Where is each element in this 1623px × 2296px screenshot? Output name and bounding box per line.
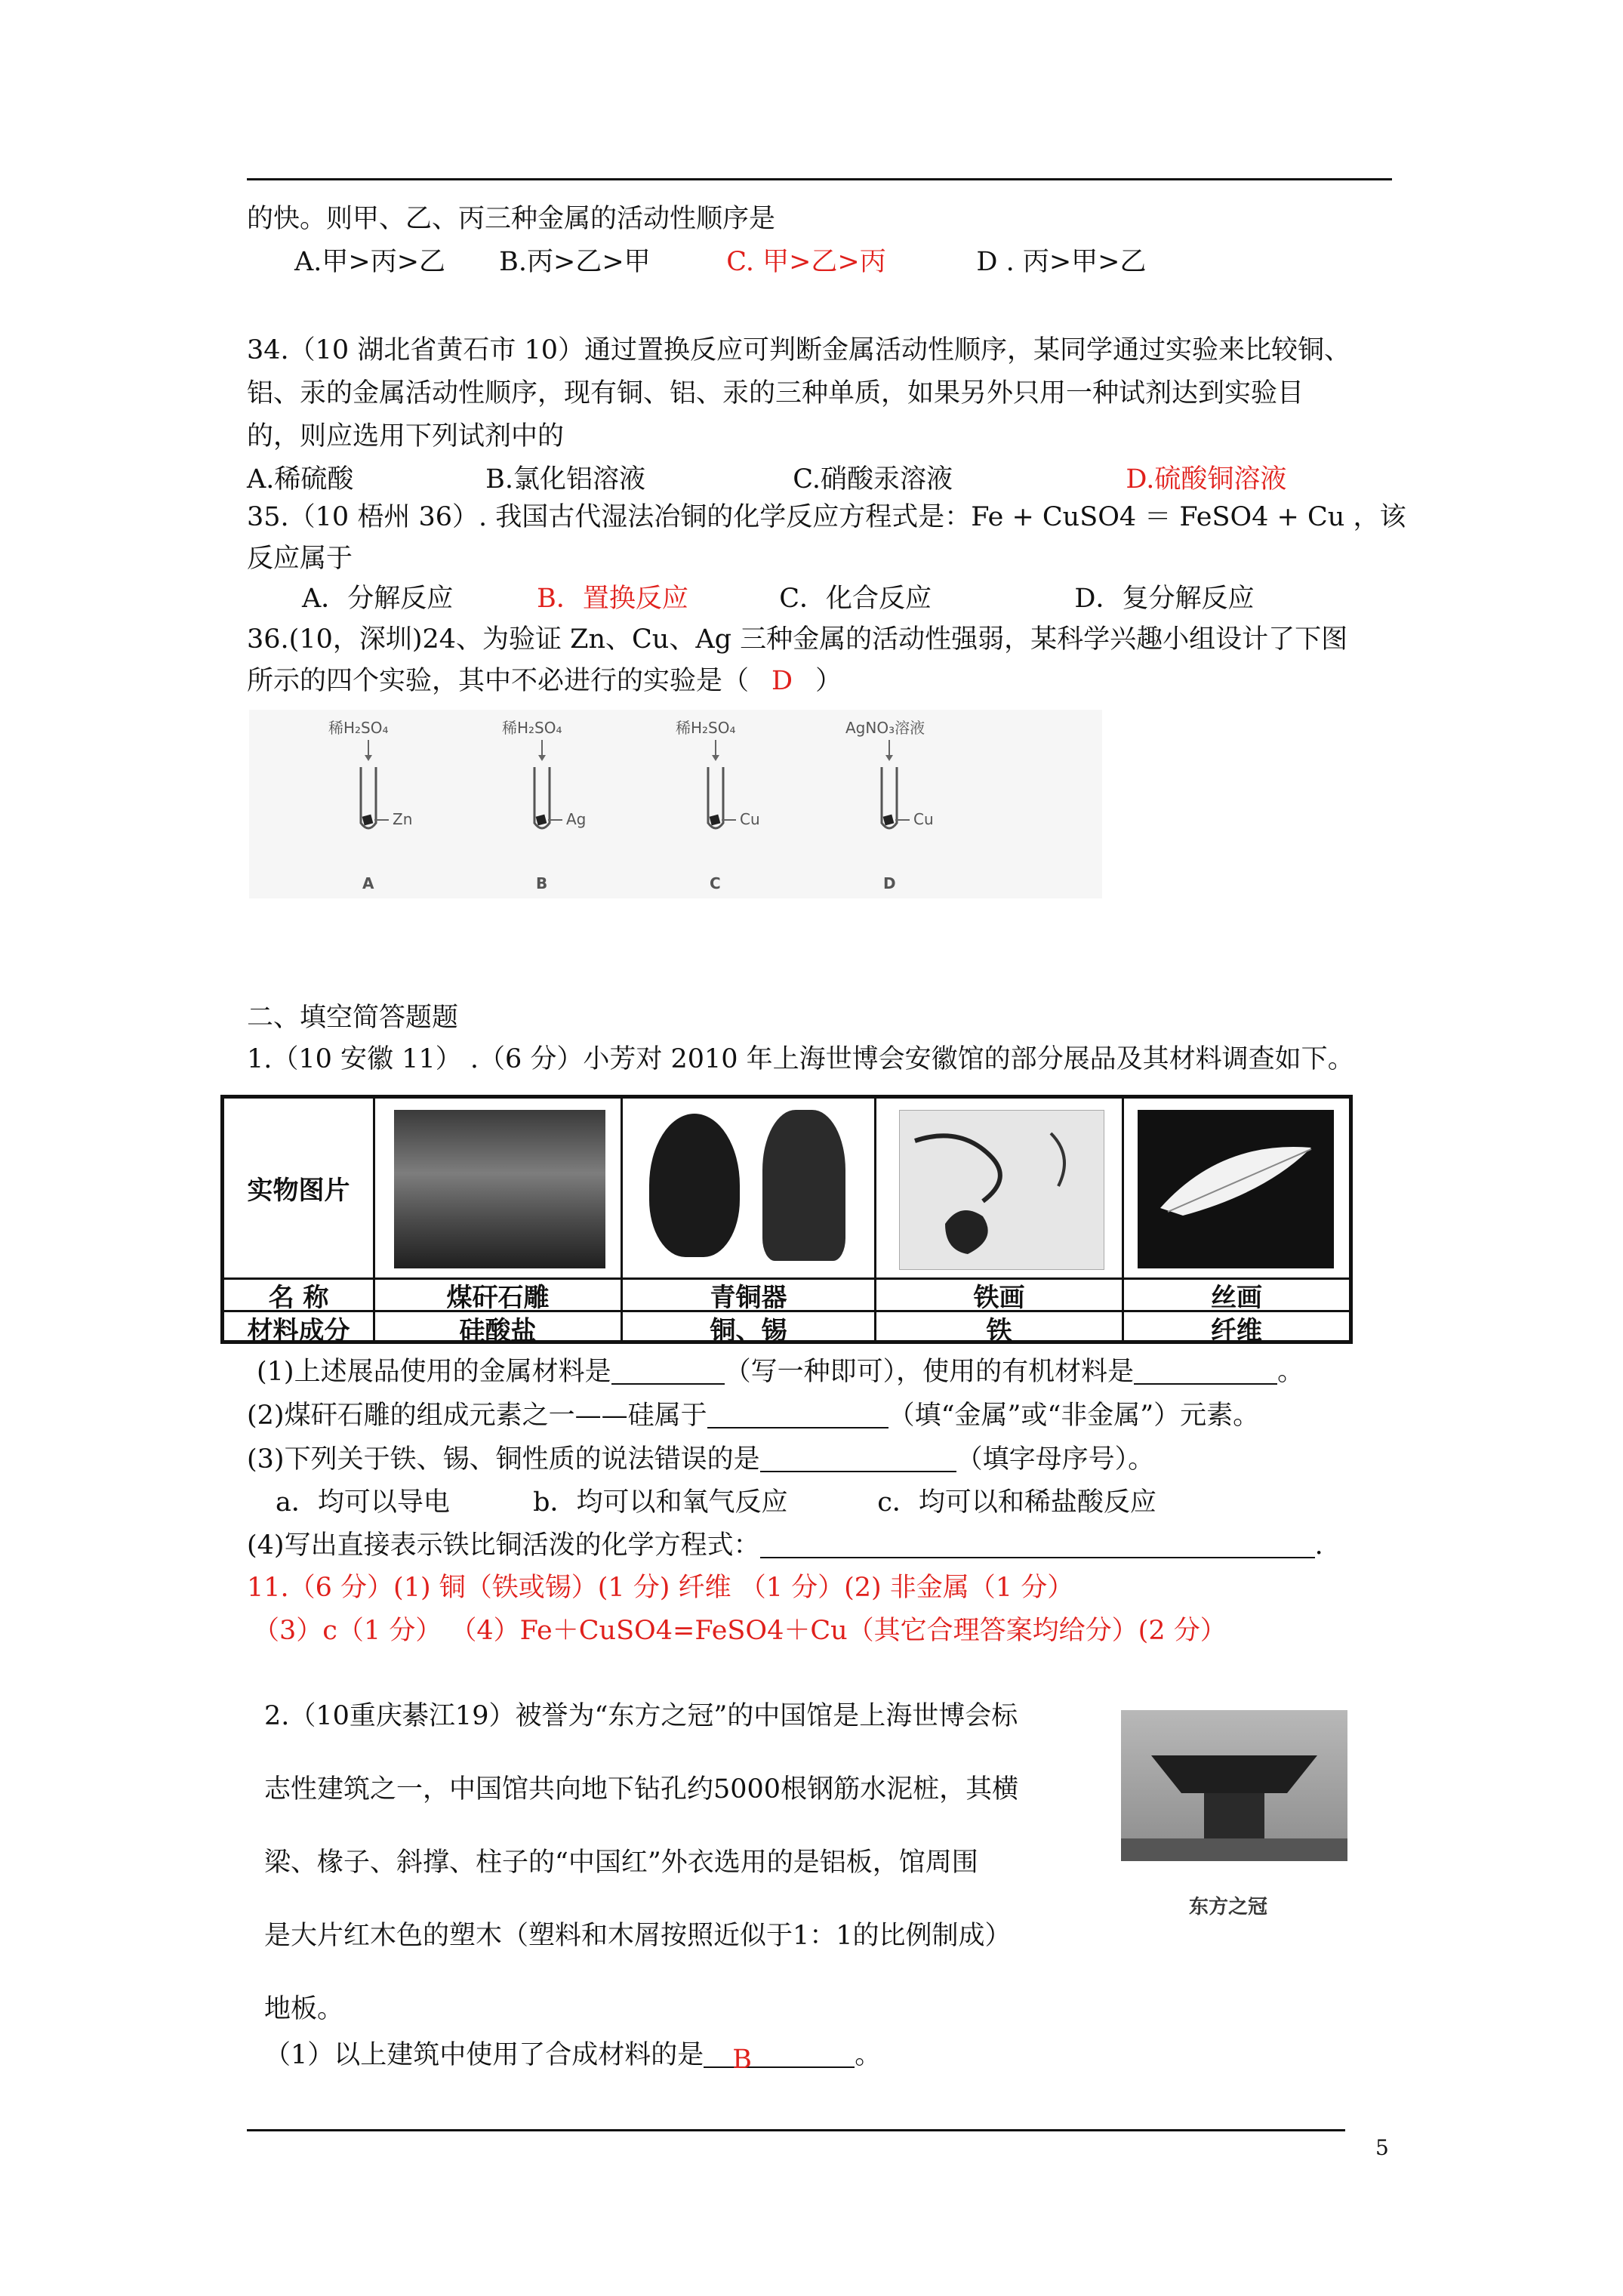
sub3-text-a: (3)下列关于铁、锡、铜性质的说法错误的是 <box>247 1444 760 1475</box>
sub-question-1 <box>257 1353 1304 1391</box>
answer-line-2: （3）c（1 分） （4）Fe＋CuSO4=FeSO4＋Cu（其它合理答案均给分）(2 分） <box>253 1616 1227 1646</box>
rooster-sketch <box>900 1111 1104 1269</box>
sub4-text: (4)写出直接表示铁比铜活泼的化学方程式： <box>247 1530 760 1561</box>
tube-c-label: C <box>710 874 721 892</box>
q36-line1: 36.(10，深圳)24、为验证 Zn、Cu、Ag 三种金属的活动性强弱，某科学兴趣小组设计了下图 <box>247 624 1348 655</box>
tube-d-metal: Cu <box>913 810 934 828</box>
q2-sub1-answer: B <box>732 2045 753 2075</box>
section2-heading: 二、填空简答题题 <box>247 1003 459 1033</box>
q36-answer: D <box>771 666 793 696</box>
sub3-text-b: （填字母序号）。 <box>956 1444 1155 1475</box>
name-cell-3: 铁画 <box>876 1280 1124 1312</box>
q2-line1: 2.（10重庆綦江19）被誉为“东方之冠”的中国馆是上海世博会标 <box>264 1701 1018 1731</box>
page-number: 5 <box>1375 2135 1389 2160</box>
q35-option-d: D．复分解反应 <box>1074 584 1255 614</box>
bronze-vase-image <box>762 1110 845 1261</box>
sub4-end: . <box>1314 1530 1323 1561</box>
sub3-options <box>276 1484 1156 1521</box>
q34-line3: 的，则应选用下列试剂中的 <box>247 421 565 451</box>
q34-option-b: B.氯化铝溶液 <box>485 464 645 495</box>
q35-line2: 反应属于 <box>247 544 353 574</box>
picture-cell-1 <box>375 1099 623 1280</box>
feather-sketch <box>1138 1110 1334 1268</box>
sub1-text-a: (1)上述展品使用的金属材料是 <box>257 1357 611 1387</box>
sub4-blank[interactable] <box>760 1531 1315 1558</box>
sub2-text-b: （填“金属”或“非金属”）元素。 <box>888 1401 1260 1431</box>
header-rule <box>247 178 1392 180</box>
q34-option-c: C.硝酸汞溶液 <box>793 464 953 495</box>
q33-option-d: D . 丙>甲>乙 <box>976 247 1147 277</box>
row-header-picture: 实物图片 <box>224 1099 375 1280</box>
tube-b-label: B <box>536 874 548 892</box>
sub1-text-c: 。 <box>1277 1357 1304 1387</box>
sub3-option-b: b．均可以和氧气反应 <box>533 1487 788 1518</box>
sub-question-4 <box>247 1527 1323 1564</box>
tube-c-metal: Cu <box>740 810 760 828</box>
tube-a-label: A <box>362 874 374 892</box>
material-cell-2: 铜、锡 <box>623 1312 876 1344</box>
exhibit-table <box>220 1095 1353 1344</box>
q36-line2-close: ） <box>815 666 842 696</box>
q1-intro: 1.（10 安徽 11） .（6 分）小芳对 2010 年上海世博会安徽馆的部分展品及其材料调查如下。 <box>247 1044 1354 1074</box>
q2-sub1 <box>264 2036 881 2074</box>
picture-cell-2 <box>623 1099 876 1280</box>
q2-sub1-text: （1）以上建筑中使用了合成材料的是 <box>264 2040 704 2070</box>
bronze-egg-image <box>649 1114 740 1257</box>
q34-option-a: A.稀硫酸 <box>247 464 354 495</box>
tube-c-reagent: 稀H₂SO₄ <box>676 719 736 737</box>
material-cell-4: 纤维 <box>1211 1315 1262 1346</box>
q35-options <box>302 580 1254 618</box>
q34-line2: 铝、汞的金属活动性顺序，现有铜、铝、汞的三种单质，如果另外只用一种试剂达到实验目 <box>247 378 1304 408</box>
q2-sub1-end: 。 <box>855 2040 882 2070</box>
answer-line-1: 11.（6 分）(1) 铜（铁或锡）(1 分) 纤维 （1 分）(2) 非金属（1 分） <box>247 1573 1074 1603</box>
sub3-option-c: c．均可以和稀盐酸反应 <box>877 1487 1156 1518</box>
sub3-option-a: a．均可以导电 <box>276 1487 450 1518</box>
pavilion-sketch <box>1121 1710 1347 1861</box>
sub3-blank[interactable] <box>760 1445 956 1472</box>
q35-line1: 35.（10 梧州 36）. 我国古代湿法冶铜的化学反应方程式是：Fe + CuSO4 ＝ FeSO4 + Cu ，该 <box>247 502 1406 532</box>
picture-cell-3 <box>876 1099 1124 1280</box>
q36-line2-text: 所示的四个实验，其中不必进行的实验是（ <box>247 666 750 696</box>
q35-option-b: B．置换反应 <box>537 584 688 614</box>
sub1-blank-organic[interactable] <box>1134 1358 1277 1385</box>
tube-a-metal: Zn <box>393 810 413 828</box>
sub1-text-b: （写一种即可），使用的有机材料是 <box>724 1357 1135 1387</box>
q33-stem: 的快。则甲、乙、丙三种金属的活动性顺序是 <box>247 204 776 234</box>
picture-cell-4 <box>1124 1099 1349 1280</box>
name-cell-2: 青铜器 <box>623 1280 876 1312</box>
name-cell-1: 煤矸石雕 <box>375 1280 623 1312</box>
row-header-name: 名 称 <box>224 1280 375 1312</box>
q33-option-c: C. 甲>乙>丙 <box>726 247 886 277</box>
material-cell-3: 铁 <box>876 1312 1124 1344</box>
q33-option-b: B.丙>乙>甲 <box>499 247 651 277</box>
tube-b-reagent: 稀H₂SO₄ <box>502 719 562 737</box>
sub2-text-a: (2)煤矸石雕的组成元素之一——硅属于 <box>247 1401 707 1431</box>
q34-options <box>247 461 1286 498</box>
sub1-blank-metal[interactable] <box>611 1358 725 1385</box>
footer-rule <box>247 2129 1345 2131</box>
q34-line1: 34.（10 湖北省黄石市 10）通过置换反应可判断金属活动性顺序，某同学通过实验来比较铜、 <box>247 335 1350 365</box>
q35-option-c: C．化合反应 <box>779 584 932 614</box>
tube-d-label: D <box>883 874 896 892</box>
q2-line5: 地板。 <box>264 1994 344 2024</box>
coal-gangue-carving-image <box>394 1110 605 1268</box>
material-cell-1: 硅酸盐 <box>375 1312 623 1344</box>
q2-line2: 志性建筑之一，中国馆共向地下钻孔约5000根钢筋水泥桩，其横 <box>264 1774 1019 1804</box>
q2-line4: 是大片红木色的塑木（塑料和木屑按照近似于1：1的比例制成） <box>264 1921 1012 1951</box>
iron-painting-image <box>899 1110 1104 1270</box>
test-tube-diagram <box>249 710 1102 898</box>
china-pavilion-photo <box>1121 1710 1347 1861</box>
sub2-blank[interactable] <box>707 1401 888 1428</box>
q2-line3: 梁、椽子、斜撑、柱子的“中国红”外衣选用的是铝板，馆周围 <box>264 1848 978 1878</box>
silk-painting-image <box>1138 1110 1334 1268</box>
q34-option-d: D.硫酸铜溶液 <box>1126 464 1287 495</box>
sub-question-3 <box>247 1441 1154 1478</box>
tube-d-reagent: AgNO₃溶液 <box>845 719 925 737</box>
q36-line2 <box>247 662 842 700</box>
name-cell-4: 丝画 <box>1124 1280 1349 1312</box>
q2-sub1-blank[interactable] <box>704 2041 855 2075</box>
pavilion-caption: 东方之冠 <box>1189 1896 1268 1918</box>
q33-option-a: A.甲>丙>乙 <box>294 247 446 277</box>
row-header-material: 材料成分 <box>224 1312 375 1344</box>
q33-options <box>294 243 1147 281</box>
tube-b-metal: Ag <box>566 810 587 828</box>
sub-question-2 <box>247 1397 1259 1435</box>
tube-a-reagent: 稀H₂SO₄ <box>328 719 389 737</box>
q35-option-a: A．分解反应 <box>302 584 454 614</box>
